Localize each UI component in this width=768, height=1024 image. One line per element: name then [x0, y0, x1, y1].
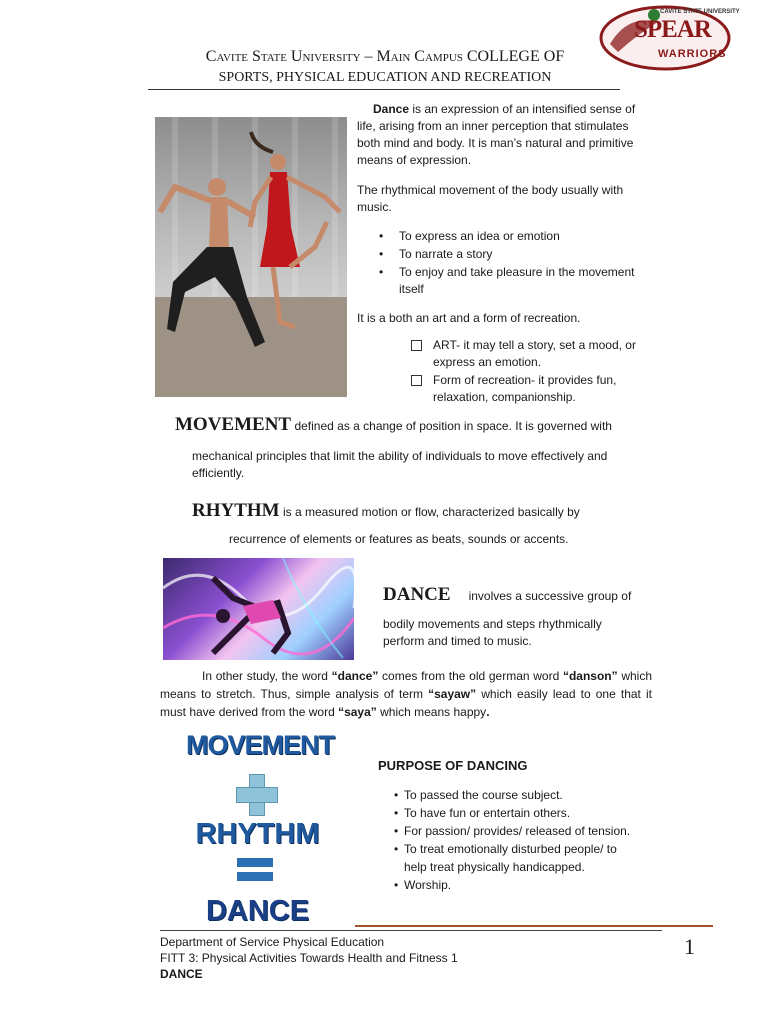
dancer-neon-photo	[163, 558, 354, 660]
etymology-text-1: In other study, the word	[202, 669, 332, 683]
footer-text	[160, 934, 458, 982]
rhythm-term: RHYTHM	[192, 500, 280, 521]
etymology-text-4: which easily lead to one that it must have derived from the word	[160, 687, 652, 719]
movement-term: MOVEMENT	[175, 414, 292, 435]
word-dance: “dance”	[331, 669, 379, 683]
footer-course: FITT 3: Physical Activities Towards Health and Fitness 1	[160, 951, 458, 965]
dancers-photo	[155, 117, 347, 397]
rhythm-def-line1: is a measured motion or flow, characterized basically by	[279, 505, 580, 519]
header-title-line1: Cavite State University – Main Campus COLLEGE OF	[205, 48, 565, 65]
equation-word-dance: DANCE	[205, 895, 310, 927]
equation-word-movement: MOVEMENT	[185, 730, 334, 760]
page-number: 1	[684, 934, 695, 959]
dance-def-line1: involves a successive group of	[468, 589, 632, 603]
movement-def-line2: mechanical principles that limit the ability of individuals to move effectively and efficiently.	[192, 449, 608, 480]
etymology-period: .	[486, 705, 490, 719]
rhythm-definition	[192, 500, 652, 522]
word-danson: “danson”	[562, 669, 618, 683]
etymology-text-3: which means to stretch. Thus, simple analysis of term	[160, 669, 652, 701]
dance-definition	[357, 101, 651, 169]
dance-definition-text: is an expression of an intensified sense of life, arising from an inner perception that stimulates both mind and body. It is man’s natural and primitive means of expression.	[357, 102, 636, 167]
movement-definition	[175, 414, 665, 436]
list-item: • For passion/ provides/ released of tension.	[394, 822, 634, 840]
checkbox-icon	[411, 375, 422, 386]
word-sayaw: “sayaw”	[428, 687, 477, 701]
plus-icon	[236, 774, 276, 814]
dance-term-heading: DANCE	[383, 584, 451, 605]
dance-purpose-bullets	[377, 228, 651, 298]
etymology-text-5: which means happy	[376, 705, 487, 719]
movement-def-line1: defined as a change of position in space. It is governed with	[291, 419, 612, 433]
equals-icon	[237, 858, 273, 884]
list-item-text: ART- it may tell a story, set a mood, or express an emotion.	[433, 338, 636, 369]
dance-term: Dance	[373, 102, 410, 116]
footer-rule-brown	[355, 925, 713, 927]
list-item: • To express an idea or emotion	[377, 228, 651, 245]
word-saya: “saya”	[338, 705, 377, 719]
footer-rule	[160, 930, 662, 931]
list-item	[411, 372, 651, 406]
art-recreation-list	[411, 337, 651, 406]
header-title-line2: SPORTS, PHYSICAL EDUCATION AND RECREATION	[218, 70, 552, 85]
purpose-list	[394, 786, 634, 894]
list-item-text: Form of recreation- it provides fun, relaxation, companionship.	[433, 373, 617, 404]
dance-definition-block	[383, 584, 663, 606]
header-rule	[148, 89, 620, 90]
checkbox-icon	[411, 340, 422, 351]
logo-main-text: SPEAR	[634, 16, 711, 43]
list-item: • To passed the course subject.	[394, 786, 634, 804]
rhythmical-movement-text: The rhythmical movement of the body usually with music.	[357, 183, 624, 214]
list-item: • To treat emotionally disturbed people/ to help treat physically handicapped.	[394, 840, 634, 876]
list-item: • To have fun or entertain others.	[394, 804, 634, 822]
purpose-heading: PURPOSE OF DANCING	[378, 758, 528, 773]
university-logo	[598, 4, 740, 72]
list-item: • Worship.	[394, 876, 634, 894]
list-item	[411, 337, 651, 371]
etymology-paragraph	[160, 667, 652, 721]
logo-sub-text: WARRIORS	[658, 48, 727, 60]
art-recreation-text: It is a both an art and a form of recreation.	[357, 311, 581, 325]
dance-def-line2: bodily movements and steps rhythmically perform and timed to music.	[383, 617, 602, 648]
list-item: • To enjoy and take pleasure in the movement itself	[377, 264, 651, 298]
footer-topic: DANCE	[160, 967, 203, 981]
logo-top-text: CAVITE STATE UNIVERSITY	[660, 9, 740, 15]
rhythm-def-line2: recurrence of elements or features as beats, sounds or accents.	[229, 532, 569, 546]
equation-graphic	[160, 730, 355, 930]
equation-word-rhythm: RHYTHM	[195, 818, 320, 850]
footer-department: Department of Service Physical Education	[160, 935, 385, 949]
document-header	[150, 46, 620, 88]
etymology-text-2: comes from the old german word	[378, 669, 563, 683]
list-item: • To narrate a story	[377, 246, 651, 263]
